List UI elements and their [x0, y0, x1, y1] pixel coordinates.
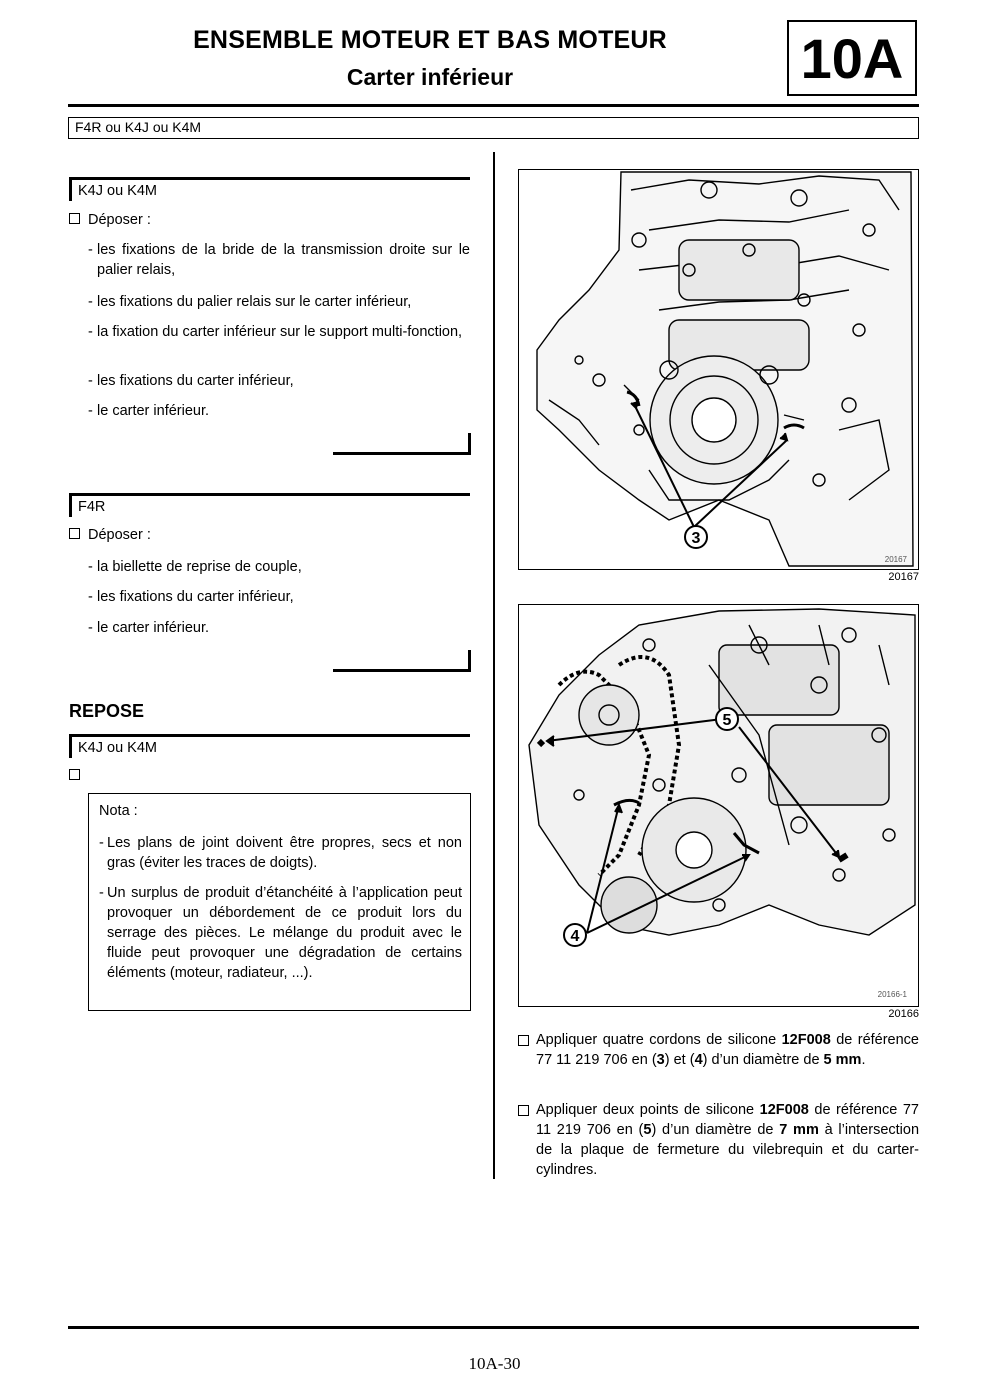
- column-divider: [493, 152, 495, 1179]
- figure-stamp: 20166-1: [877, 990, 907, 999]
- callout-4-label: 4: [570, 928, 580, 945]
- page-number: 10A-30: [468, 1354, 521, 1373]
- instruction-item: Appliquer quatre cordons de silicone 12F008 de référence 77 11 219 706 en (3) et (4) d’un diamètre de 5 mm.: [518, 1030, 919, 1070]
- callout-3-label: 3: [691, 530, 701, 547]
- figure-20166: [518, 604, 919, 1007]
- engine-heading-k4j-k4m: K4J ou K4M: [69, 734, 470, 758]
- applicability-box: F4R ou K4J ou K4M: [68, 117, 919, 139]
- section-end-mark: [333, 433, 471, 455]
- engine-heading-f4r: F4R: [69, 493, 470, 517]
- list-item: - la biellette de reprise de couple,: [88, 559, 302, 575]
- engine-block-illustration: [519, 170, 917, 568]
- checklist-item-deposer: [69, 527, 151, 543]
- checklist-item-empty: [69, 768, 88, 784]
- engine-heading-k4j-k4m: K4J ou K4M: [69, 177, 470, 201]
- list-item: - les fixations de la bride de la transmission droite sur le palier relais,: [88, 242, 470, 278]
- checkbox-icon: [518, 1105, 529, 1116]
- repose-heading: REPOSE: [69, 701, 145, 721]
- list-item: - les fixations du carter inférieur,: [88, 589, 294, 605]
- page-subtitle: Carter inférieur: [346, 64, 514, 90]
- checklist-item-deposer: [69, 212, 151, 228]
- list-item: - les fixations du palier relais sur le carter inférieur,: [88, 294, 412, 310]
- checkbox-icon: [69, 528, 80, 539]
- nota-title: Nota :: [99, 803, 138, 819]
- action-label: Déposer :: [88, 212, 151, 228]
- nota-item: - Les plans de joint doivent être propres, secs et non gras (éviter les traces de doigts).: [99, 835, 462, 871]
- footer-rule: [68, 1326, 919, 1329]
- action-label: Déposer :: [88, 527, 151, 543]
- timing-side-illustration: [519, 605, 917, 1005]
- header-rule: [68, 104, 919, 107]
- list-item: - la fixation du carter inférieur sur le support multi-fonction,: [88, 324, 463, 340]
- figure-ref: 20166: [888, 1008, 919, 1020]
- checkbox-icon: [69, 769, 80, 780]
- figure-stamp: 20167: [884, 555, 907, 564]
- figure-20167: [518, 169, 919, 570]
- checkbox-icon: [518, 1035, 529, 1046]
- nota-item: - Un surplus de produit d’étanchéité à l’application peut provoquer un débordement de ce produit lors du serrage des pièces. Le mélange du produit avec le fluide peut provoquer une dégradation de certains éléments (moteur, radiateur, ...).: [99, 885, 462, 981]
- list-item: - le carter inférieur.: [88, 403, 210, 419]
- page-title: ENSEMBLE MOTEUR ET BAS MOTEUR: [193, 26, 667, 54]
- callout-5-label: 5: [722, 712, 732, 729]
- list-item: - les fixations du carter inférieur,: [88, 373, 294, 389]
- instruction-item: Appliquer deux points de silicone 12F008 de référence 77 11 219 706 en (5) d’un diamètre de 7 mm à l’intersection de la plaque de fermeture du vilebrequin et du carter-cylindres.: [518, 1100, 919, 1180]
- list-item: - le carter inférieur.: [88, 620, 210, 636]
- section-code: 10A: [787, 20, 917, 96]
- figure-ref: 20167: [888, 571, 919, 583]
- section-end-mark: [333, 650, 471, 672]
- checkbox-icon: [69, 213, 80, 224]
